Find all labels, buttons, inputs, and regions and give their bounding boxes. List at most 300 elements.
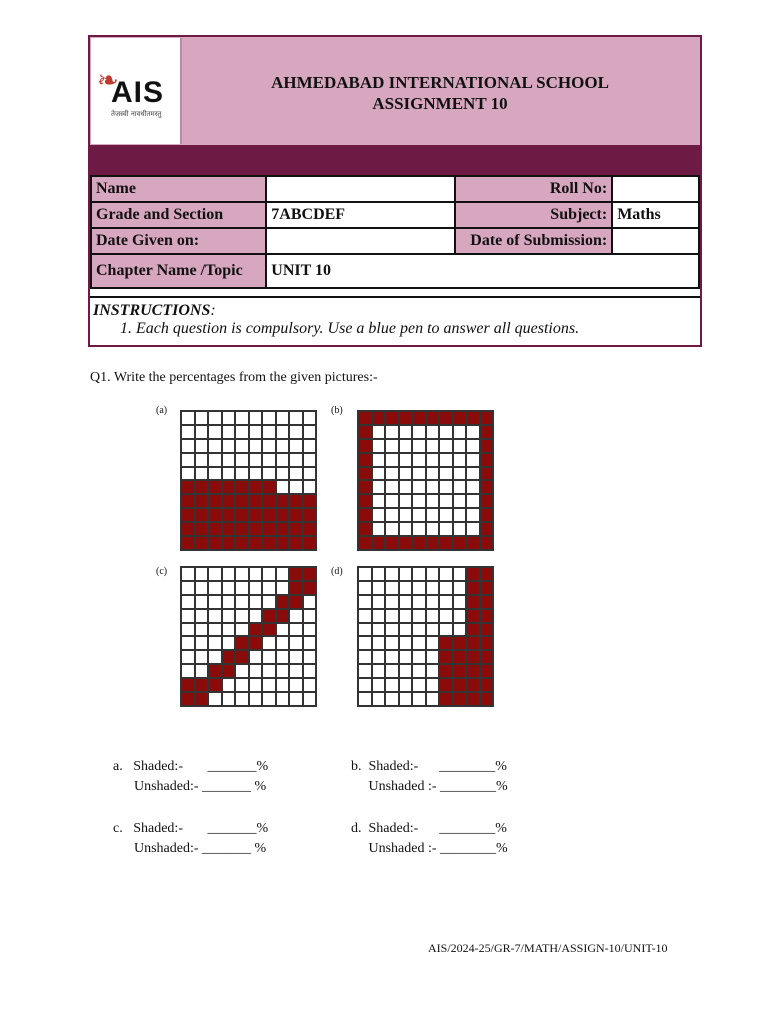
grid-cell [276,411,290,425]
grid-cell [181,664,195,678]
grid-cell [303,494,317,508]
grid-cell [195,411,209,425]
grid-cell [412,508,426,522]
grid-cell [262,467,276,481]
grid-cell [262,439,276,453]
grid-cell [399,650,413,664]
grid-cell [453,494,467,508]
grid-cell [249,453,263,467]
grid-cell [249,650,263,664]
grid-cell [249,636,263,650]
grid-cell [399,678,413,692]
grid-cell [426,411,440,425]
grid-cell [426,623,440,637]
grid-cell [249,581,263,595]
grid-cell [249,567,263,581]
grid-cell [399,522,413,536]
instructions-title: INSTRUCTIONS: [93,302,216,319]
grid-cell [249,609,263,623]
grid-cell [412,522,426,536]
grid-cell [358,467,372,481]
grid-cell [289,567,303,581]
grid-cell [480,567,494,581]
grid-cell [276,425,290,439]
grid-cell [412,692,426,706]
grid-cell [466,678,480,692]
grid-cell [249,664,263,678]
grid-cell [249,623,263,637]
grid-cell [412,411,426,425]
grid-cell [466,567,480,581]
grid-cell [195,480,209,494]
grid-cell [195,567,209,581]
grid-cell [372,536,386,550]
grid-cell [466,536,480,550]
grid-cell [195,425,209,439]
grid-cell [249,425,263,439]
grid-cell [412,439,426,453]
grid-cell [222,609,236,623]
grid-cell [399,480,413,494]
grid-cell [439,581,453,595]
grid-cell [181,623,195,637]
grid-cell [262,536,276,550]
grid-cell [399,494,413,508]
grid-cell [453,636,467,650]
grid-cell [385,581,399,595]
grid-cell [222,467,236,481]
grid-cell [453,425,467,439]
grid-cell [195,467,209,481]
grid-cell [439,650,453,664]
grid-cell [276,480,290,494]
grid-cell [385,664,399,678]
grid-cell [480,522,494,536]
grid-cell [235,536,249,550]
grid-cell [289,411,303,425]
grid-cell [399,453,413,467]
grid-cell [453,522,467,536]
grid-cell [480,439,494,453]
grid-cell [303,664,317,678]
grid-cell [385,522,399,536]
chapter-label: Chapter Name /Topic [91,254,266,288]
grid-cell [358,581,372,595]
grid-cell [235,411,249,425]
grid-cell [195,494,209,508]
grid-cell [181,494,195,508]
grid-cell [372,467,386,481]
percentage-grid-a [180,410,317,551]
grid-cell [358,636,372,650]
grid-cell [181,439,195,453]
grid-cell [358,595,372,609]
grid-cell [249,508,263,522]
grid-cell [303,581,317,595]
grid-cell [399,536,413,550]
grid-cell [249,480,263,494]
instructions-box [90,296,700,345]
grid-cell [303,595,317,609]
grid-cell [249,467,263,481]
grid-cell [358,623,372,637]
answer-b-unshaded[interactable]: Unshaded :- ________% [351,779,508,794]
answer-b-shaded[interactable]: b. Shaded:- ________% [351,759,507,774]
grid-cell [235,522,249,536]
grid-cell [385,692,399,706]
grid-cell [222,623,236,637]
grid-cell [222,480,236,494]
grid-cell [372,678,386,692]
grid-cell [262,636,276,650]
grid-cell [235,692,249,706]
grid-cell [372,581,386,595]
grid-cell [385,508,399,522]
grid-cell [289,536,303,550]
grid-cell [195,636,209,650]
grid-cell [235,508,249,522]
answer-c [113,819,268,859]
grid-cell [385,480,399,494]
grid-cell [289,609,303,623]
grid-cell [439,536,453,550]
grid-cell [480,453,494,467]
grid-cell [262,664,276,678]
grid-cell [195,650,209,664]
grid-cell [235,467,249,481]
answer-d-shaded[interactable]: d. Shaded:- ________% [351,821,507,836]
grid-cell [439,609,453,623]
question-1: Q1. Write the percentages from the given pictures:- [90,370,378,385]
roll-field[interactable] [612,176,699,202]
answer-a-unshaded[interactable]: Unshaded:- _______ % [113,779,267,794]
grid-cell [222,536,236,550]
grid-cell [480,581,494,595]
grid-cell [195,522,209,536]
grid-cell [276,522,290,536]
grid-cell [262,411,276,425]
grid-cell [235,609,249,623]
grid-cell [385,678,399,692]
grid-cell [208,494,222,508]
grid-cell [480,595,494,609]
grid-cell [181,411,195,425]
grid-cell [358,494,372,508]
grid-cell [439,453,453,467]
grid-cell [426,595,440,609]
grid-cell [372,692,386,706]
grid-cell [222,595,236,609]
grid-cell [466,439,480,453]
grid-cell [208,678,222,692]
grid-cell [466,650,480,664]
grid-cell [249,494,263,508]
grid-cell [303,609,317,623]
grid-cell [222,508,236,522]
grid-cell [262,508,276,522]
grid-cell [399,581,413,595]
date-given-label: Date Given on: [91,228,266,254]
grid-cell [399,439,413,453]
grid-cell [453,664,467,678]
grid-cell [262,595,276,609]
chapter-value: UNIT 10 [266,254,699,288]
grid-cell [262,623,276,637]
grid-cell [195,692,209,706]
grid-cell [181,581,195,595]
grid-cell [208,467,222,481]
grid-cell [426,494,440,508]
answer-c-unshaded[interactable]: Unshaded:- _______ % [113,841,267,856]
grid-cell [372,650,386,664]
grid-cell [289,467,303,481]
grid-cell [276,636,290,650]
grid-cell [303,508,317,522]
grid-cell [426,678,440,692]
grid-cell [480,425,494,439]
grid-cell [235,453,249,467]
grid-cell [303,623,317,637]
grid-cell [276,581,290,595]
grid-cell [412,595,426,609]
grid-cell [426,508,440,522]
answer-c-shaded[interactable]: c. Shaded:- _______% [113,821,269,836]
answer-a [113,757,268,797]
grid-cell [439,411,453,425]
grid-cell [426,567,440,581]
grid-cell [385,650,399,664]
submission-label: Date of Submission: [455,228,613,254]
grid-cell [276,567,290,581]
grid-cell [399,609,413,623]
grid-cell [466,623,480,637]
grid-cell [276,453,290,467]
grid-cell [208,609,222,623]
grid-cell [453,595,467,609]
grid-cell [222,453,236,467]
grid-cell [181,508,195,522]
grid-cell [235,664,249,678]
grid-cell [208,636,222,650]
grid-cell [222,522,236,536]
grid-cell [181,425,195,439]
school-logo [91,38,182,144]
name-field[interactable] [266,176,454,202]
grid-cell [276,692,290,706]
grid-cell [426,439,440,453]
grid-cell [235,567,249,581]
grid-cell [262,425,276,439]
grid-cell [453,609,467,623]
grid-cell [399,467,413,481]
grid-cell [439,439,453,453]
grid-cell [289,480,303,494]
grid-cell [289,595,303,609]
grid-cell [453,536,467,550]
grid-cell [262,453,276,467]
grid-cell [372,480,386,494]
grid-cell [439,678,453,692]
grade-label: Grade and Section [91,202,266,228]
grid-cell [289,508,303,522]
grid-cell [466,522,480,536]
grid-cell [249,522,263,536]
grid-cell [222,411,236,425]
grid-cell [385,595,399,609]
grid-cell [385,425,399,439]
grid-cell [358,536,372,550]
grid-cell [208,664,222,678]
grid-cell [235,636,249,650]
grid-cell [358,678,372,692]
grid-cell [303,536,317,550]
grid-cell [303,439,317,453]
grid-cell [208,567,222,581]
answer-a-shaded[interactable]: a. Shaded:- _______% [113,759,269,774]
grid-cell [466,692,480,706]
header-band [90,145,700,175]
grid-cell [439,508,453,522]
grid-cell [372,636,386,650]
grid-cell [480,650,494,664]
grid-cell [222,567,236,581]
grid-cell [480,692,494,706]
grid-cell [358,522,372,536]
grid-cell [303,692,317,706]
grid-cell [208,581,222,595]
grid-cell [303,636,317,650]
grid-cell [289,692,303,706]
answer-d-unshaded[interactable]: Unshaded :- ________% [351,841,508,856]
grid-cell [480,623,494,637]
grid-cell [385,494,399,508]
grid-cell [426,609,440,623]
grid-cell [412,678,426,692]
grid-cell [195,595,209,609]
grid-cell [289,581,303,595]
grid-cell [222,425,236,439]
grid-cell [262,567,276,581]
grid-cell [358,650,372,664]
grid-cell [412,494,426,508]
grid-cell [480,494,494,508]
grid-cell [372,664,386,678]
grid-cell [385,536,399,550]
grid-cell [249,439,263,453]
logo-text: AIS [111,76,165,109]
grid-cell [385,439,399,453]
grid-cell [466,411,480,425]
grid-cell [262,692,276,706]
grid-cell [303,522,317,536]
grid-cell [289,623,303,637]
grid-cell [195,536,209,550]
grid-cell [181,536,195,550]
grid-cell [289,650,303,664]
grid-cell [208,508,222,522]
date-given-field[interactable] [266,228,454,254]
grid-cell [235,595,249,609]
flame-icon: ❧ [97,66,119,95]
grid-cell [208,411,222,425]
grid-label-c: (c) [156,566,168,577]
percentage-grid-d [357,566,494,707]
school-name: AHMEDABAD INTERNATIONAL SCHOOL [271,73,609,92]
subject-label: Subject: [455,202,613,228]
grid-cell [412,609,426,623]
grid-cell [412,650,426,664]
grid-cell [222,692,236,706]
grid-cell [289,522,303,536]
grid-cell [385,411,399,425]
grid-cell [262,494,276,508]
grid-cell [453,467,467,481]
grade-value: 7ABCDEF [266,202,454,228]
grid-cell [249,536,263,550]
grid-cell [208,439,222,453]
grid-cell [466,494,480,508]
grid-cell [439,664,453,678]
grid-cell [289,636,303,650]
grid-cell [439,623,453,637]
grid-cell [208,480,222,494]
grid-cell [480,609,494,623]
grid-cell [453,439,467,453]
grid-cell [412,425,426,439]
percentage-grid-b [357,410,494,551]
grid-cell [453,508,467,522]
grid-cell [303,567,317,581]
grid-cell [181,692,195,706]
grid-cell [235,494,249,508]
grid-cell [181,636,195,650]
grid-cell [303,467,317,481]
grid-cell [276,439,290,453]
grid-cell [289,439,303,453]
grid-cell [439,595,453,609]
grid-cell [235,581,249,595]
grid-cell [372,508,386,522]
grid-cell [453,678,467,692]
submission-field[interactable] [612,228,699,254]
grid-cell [372,494,386,508]
grid-cell [358,480,372,494]
grid-cell [235,623,249,637]
header-banner [90,37,700,145]
student-info-table [90,175,700,289]
grid-cell [426,453,440,467]
grid-cell [480,536,494,550]
grid-cell [276,623,290,637]
grid-cell [276,609,290,623]
grid-cell [195,623,209,637]
grid-cell [372,453,386,467]
grid-cell [303,650,317,664]
grid-cell [453,411,467,425]
grid-cell [372,425,386,439]
grid-cell [439,494,453,508]
grid-cell [385,467,399,481]
grid-cell [276,650,290,664]
grid-cell [466,480,480,494]
grid-cell [426,581,440,595]
grid-cell [358,453,372,467]
grid-cell [262,581,276,595]
grid-cell [480,508,494,522]
grid-cell [276,536,290,550]
grid-cell [385,453,399,467]
grid-cell [412,467,426,481]
